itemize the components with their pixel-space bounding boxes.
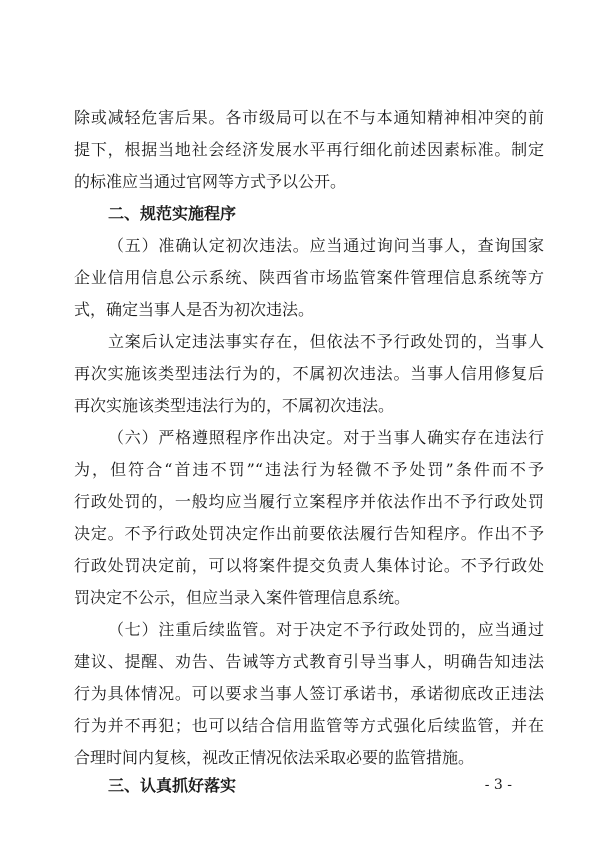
paragraph-line: 提下，根据当地社会经济发展水平再行细化前述因素标准。制定 — [74, 140, 544, 159]
paragraph-line: 罚决定不公示，但应当录入案件管理信息系统。 — [74, 588, 411, 607]
paragraph-line: 行政处罚决定前，可以将案件提交负责人集体讨论。不予行政处 — [74, 556, 544, 575]
paragraph-line: （六）严格遵照程序作出决定。对于当事人确实存在违法行 — [108, 428, 544, 447]
paragraph-line: 再次实施该类型违法行为的，不属初次违法。当事人信用修复后 — [74, 364, 544, 383]
page-number: - 3 - — [484, 777, 512, 793]
paragraph-line: 企业信用信息公示系统、陕西省市场监管案件管理信息系统等方 — [74, 268, 544, 287]
paragraph-line: 再次实施该类型违法行为的，不属初次违法。 — [74, 396, 395, 415]
paragraph-line: 决定。不予行政处罚决定作出前要依法履行告知程序。作出不予 — [74, 524, 544, 543]
paragraph-line: 除或减轻危害后果。各市级局可以在不与本通知精神相冲突的前 — [74, 108, 544, 127]
section-heading: 二、规范实施程序 — [108, 204, 237, 223]
paragraph-line: 式，确定当事人是否为初次违法。 — [74, 300, 315, 319]
paragraph-line: （七）注重后续监管。对于决定不予行政处罚的，应当通过 — [108, 620, 544, 639]
paragraph-line: 行为并不再犯；也可以结合信用监管等方式强化后续监管，并在 — [74, 716, 544, 735]
paragraph-line: 为，但符合“首违不罚”“违法行为轻微不予处罚”条件而不予 — [74, 460, 544, 479]
section-heading: 三、认真抓好落实 — [108, 776, 237, 795]
paragraph-line: 行政处罚的，一般均应当履行立案程序并依法作出不予行政处罚 — [74, 492, 544, 511]
paragraph-line: （五）准确认定初次违法。应当通过询问当事人，查询国家 — [108, 236, 544, 255]
paragraph-line: 建议、提醒、劝告、告诫等方式教育引导当事人，明确告知违法 — [74, 652, 544, 671]
paragraph-line: 行为具体情况。可以要求当事人签订承诺书，承诺彻底改正违法 — [74, 684, 544, 703]
paragraph-line: 的标准应当通过官网等方式予以公开。 — [74, 172, 347, 191]
paragraph-line: 合理时间内复核，视改正情况依法采取必要的监管措施。 — [74, 748, 475, 767]
paragraph-line: 立案后认定违法事实存在，但依法不予行政处罚的，当事人 — [108, 332, 544, 351]
